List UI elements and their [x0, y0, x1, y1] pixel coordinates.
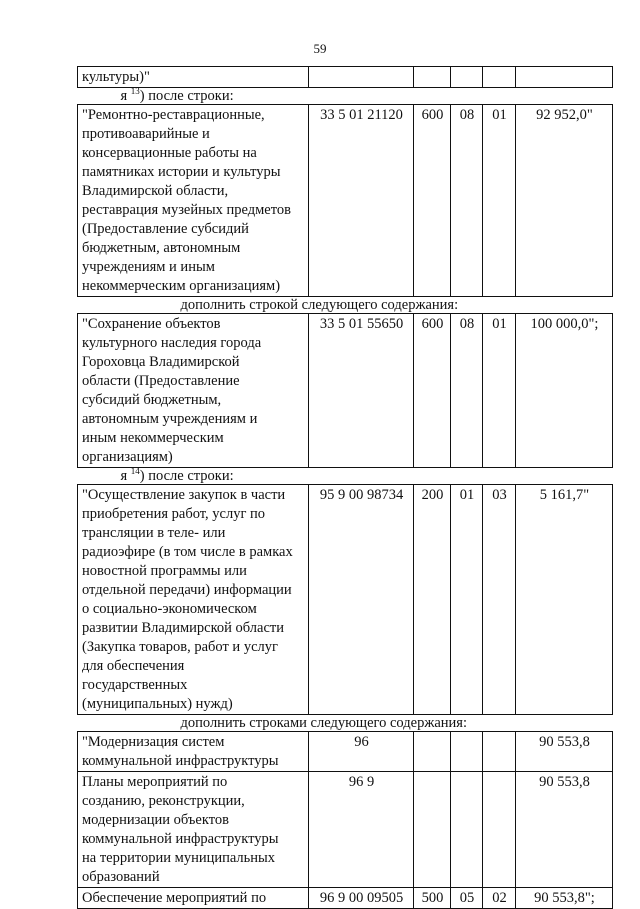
row-rz: 08	[451, 314, 483, 468]
row-pr	[483, 67, 516, 88]
row-rz	[451, 732, 483, 772]
row-vr	[414, 732, 451, 772]
row-pr	[483, 732, 516, 772]
row-code: 95 9 00 98734	[309, 485, 414, 715]
instruction-text: дополнить строкой следующего содержания:	[78, 297, 613, 314]
row-code: 33 5 01 21120	[309, 105, 414, 297]
row-name: "Модернизация систем коммунальной инфраструктуры	[78, 732, 309, 772]
row-pr: 02	[483, 888, 516, 909]
instruction-row	[78, 297, 613, 314]
row-name: "Ремонтно-реставрационные, противоаварийные и консервационные работы на памятниках истории и культуры Владимирской области, реставрация музейных предметов (Предоставление субсидий бюджетным, автономным учреждениям и иным некоммерческим организациям)	[78, 105, 309, 297]
row-code: 33 5 01 55650	[309, 314, 414, 468]
row-vr: 500	[414, 888, 451, 909]
row-pr: 01	[483, 105, 516, 297]
instruction-text: я $^{14}$) после строки:	[78, 468, 613, 485]
row-vr: 600	[414, 105, 451, 297]
row-code: 96 9	[309, 772, 414, 888]
table-row	[78, 105, 613, 297]
row-rz	[451, 772, 483, 888]
table-row	[78, 772, 613, 888]
instruction-text: дополнить строками следующего содержания:	[78, 715, 613, 732]
row-vr: 600	[414, 314, 451, 468]
footnote-ref: 13	[130, 86, 140, 97]
row-sum: 92 952,0"	[516, 105, 613, 297]
row-sum: 90 553,8	[516, 772, 613, 888]
row-rz: 08	[451, 105, 483, 297]
row-rz: 05	[451, 888, 483, 909]
budget-amendment-table	[77, 66, 613, 909]
row-rz	[451, 67, 483, 88]
row-vr: 200	[414, 485, 451, 715]
row-sum	[516, 67, 613, 88]
row-name: "Сохранение объектов культурного наследия города Гороховца Владимирской области (Предоставление субсидий бюджетным, автономным учреждениям и иным некоммерческим организациям)	[78, 314, 309, 468]
row-vr	[414, 772, 451, 888]
row-name: культуры)"	[78, 67, 309, 88]
row-sum: 90 553,8	[516, 732, 613, 772]
row-vr	[414, 67, 451, 88]
footnote-ref: 14	[130, 466, 140, 477]
instruction-text: я $^{13}$) после строки:	[78, 88, 613, 105]
instruction-row	[78, 715, 613, 732]
row-code	[309, 67, 414, 88]
table-row	[78, 67, 613, 88]
table-row	[78, 314, 613, 468]
row-rz: 01	[451, 485, 483, 715]
row-code: 96	[309, 732, 414, 772]
instruction-row	[78, 468, 613, 485]
row-name: Планы мероприятий по созданию, реконструкции, модернизации объектов коммунальной инфраструктуры на территории муниципальных образований	[78, 772, 309, 888]
row-sum: 5 161,7"	[516, 485, 613, 715]
table-row	[78, 732, 613, 772]
table-row	[78, 485, 613, 715]
page-number: 59	[313, 41, 327, 56]
table-row	[78, 888, 613, 909]
row-name: "Осуществление закупок в части приобретения работ, услуг по трансляции в теле- или радиоэфире (в том числе в рамках новостной программы или отдельной передачи) информации о социально-экономическом развитии Владимирской области (Закупка товаров, работ и услуг для обеспечения государственных (муниципальных) нужд)	[78, 485, 309, 715]
row-pr	[483, 772, 516, 888]
row-pr: 03	[483, 485, 516, 715]
row-pr: 01	[483, 314, 516, 468]
instruction-row	[78, 88, 613, 105]
row-code: 96 9 00 09505	[309, 888, 414, 909]
row-sum: 90 553,8";	[516, 888, 613, 909]
row-sum: 100 000,0";	[516, 314, 613, 468]
row-name: Обеспечение мероприятий по	[78, 888, 309, 909]
